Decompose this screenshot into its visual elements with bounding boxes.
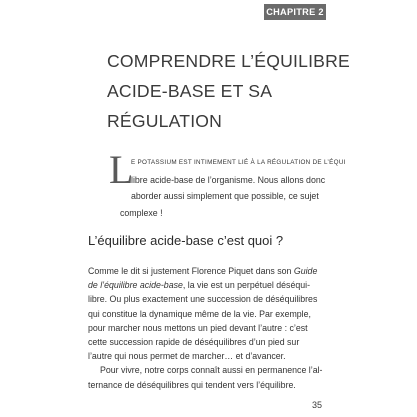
body-line: pour marcher nous mettons un pied devant l’autre : c’est <box>88 322 308 333</box>
body-line: qui constitue la dynamique même de la vie. Par exemple, <box>88 308 311 319</box>
body-line <box>88 264 328 278</box>
body-line <box>88 278 328 292</box>
body-line: ternance de déséquilibres qui tendent vers l’équilibre. <box>88 379 296 390</box>
intro-line <box>131 153 346 172</box>
intro-line: complexe ! <box>120 207 163 218</box>
book-title-italic: Guide <box>293 266 318 276</box>
body-text <box>88 264 328 392</box>
book-title-italic: de l’équilibre acide-base <box>88 280 183 291</box>
intro-smallcaps: E POTASSIUM EST INTIMEMENT LIÉ À LA RÉGULATION DE L’ÉQUI <box>131 159 346 166</box>
body-line: libre. Ou plus exactement une succession de déséquilibres <box>88 294 318 305</box>
chapter-title-line: RÉGULATION <box>107 111 223 131</box>
chapter-title <box>107 46 407 136</box>
body-line: cette succession rapide de déséquilibres d’un pied sur <box>88 337 300 348</box>
page-number: 35 <box>312 400 323 410</box>
chapter-badge: CHAPITRE 2 <box>264 4 326 20</box>
body-line: Pour vivre, notre corps connaît aussi en permanence l’al- <box>100 365 323 376</box>
body-line: l’autre qui nous permet de marcher… et d’avancer. <box>88 351 286 362</box>
chapter-title-line: COMPRENDRE L’ÉQUILIBRE <box>107 51 350 71</box>
drop-cap: L <box>109 147 134 192</box>
body-text-run: Comme le dit si justement Florence Piquet dans son <box>88 266 294 276</box>
body-text-run: , la vie est un perpétuel déséqui- <box>182 280 311 291</box>
intro-line: aborder aussi simplement que possible, ce sujet <box>131 191 319 201</box>
intro-line: libre acide-base de l’organisme. Nous allons donc <box>131 174 326 185</box>
section-heading: L’équilibre acide-base c’est quoi ? <box>88 233 284 248</box>
intro-paragraph <box>120 153 346 221</box>
chapter-title-line: ACIDE-BASE ET SA <box>107 81 273 101</box>
